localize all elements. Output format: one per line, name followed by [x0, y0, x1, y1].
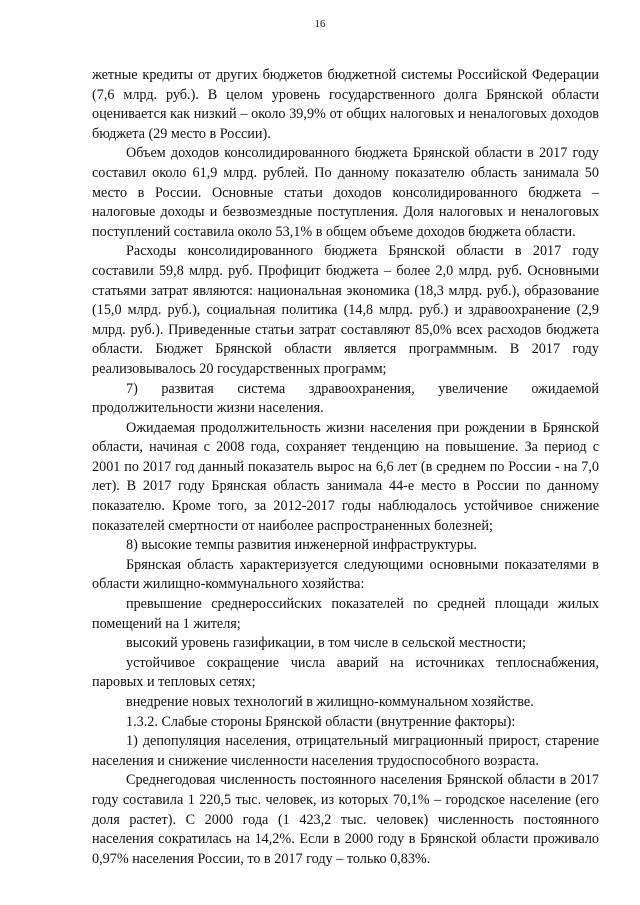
paragraph-budget-expenses: Расходы консолидированного бюджета Брянской области в 2017 году составили 59,8 млрд. руб. Профицит бюджета – более 2,0 млрд. руб. Основными статьями затрат являются: национальная экономика (18,3 млрд. руб.), образование (15,0 млрд. руб.), социальная политика (14,8 млрд. руб.) и здравоохранение (2,9 млрд. руб.). Приведенные статьи затрат составляют 85,0% всех расходов бюджета области. Бюджет Брянской области является программным. В 2017 году реализовывалось 20 государственных программ; [92, 243, 599, 377]
paragraph-depopulation-item: 1) депопуляция населения, отрицательный миграционный прирост, старение населения и снижение численности населения трудоспособного возраста. [92, 733, 599, 769]
paragraph-living-space: превышение среднероссийских показателей по средней площади жилых помещений на 1 жителя; [92, 596, 599, 632]
paragraph-gasification: высокий уровень газификации, в том числе в сельской местности; [126, 635, 527, 652]
page-number: 16 [314, 18, 326, 30]
paragraph-infrastructure-item: 8) высокие темпы развития инженерной инфраструктуры. [126, 537, 477, 554]
paragraph-budget-credits: жетные кредиты от других бюджетов бюджетной системы Российской Федерации (7,6 млрд. руб.). В целом уровень государственного долга Брянской области оценивается как низкий – около 39,9% от общих налоговых и неналоговых доходов бюджета (29 место в России). [92, 67, 599, 142]
paragraph-population-stats: Среднегодовая численность постоянного населения Брянской области в 2017 году составила 1 220,5 тыс. человек, из которых 70,1% – городское население (его доля растет). С 2000 года (1 423,2 тыс. человек) численность постоянного населения сократилась на 14,2%. Если в 2000 году в Брянской области проживало 0,97% населения России, то в 2017 году – только 0,83%. [92, 772, 599, 867]
paragraph-housing-indicators: Брянская область характеризуется следующими основными показателями в области жилищно-коммунального хозяйства: [92, 556, 599, 593]
document-body [92, 66, 599, 869]
paragraph-accident-reduction: устойчивое сокращение числа аварий на источниках теплоснабжения, паровых и тепловых сетях; [92, 654, 599, 691]
section-heading-weaknesses: 1.3.2. Слабые стороны Брянской области (внутренние факторы): [126, 713, 516, 730]
paragraph-healthcare-item: 7) развитая система здравоохранения, увеличение ожидаемой продолжительности жизни населения. [92, 380, 599, 417]
paragraph-new-technologies: внедрение новых технологий в жилищно-коммунальном хозяйстве. [126, 694, 534, 710]
paragraph-budget-revenue: Объем доходов консолидированного бюджета Брянской области в 2017 году составил около 61,9 млрд. рублей. По данному показателю область занимала 50 место в России. Основные статьи доходов консолидированного бюджета – налоговые доходы и безвозмездные поступления. Доля налоговых и неналоговых поступлений составила около 53,1% в общем объеме доходов бюджета области. [92, 145, 599, 240]
paragraph-life-expectancy: Ожидаемая продолжительность жизни населения при рождении в Брянской области, начиная с 2008 года, сохраняет тенденцию на повышение. За период с 2001 по 2017 год данный показатель вырос на 6,6 лет (в среднем по России - на 7,0 лет). В 2017 году Брянская область занимала 44-е место в России по данному показателю. Кроме того, за 2012-2017 годы наблюдалось устойчивое снижение показателей смертности от наиболее распространенных болезней; [92, 419, 599, 534]
